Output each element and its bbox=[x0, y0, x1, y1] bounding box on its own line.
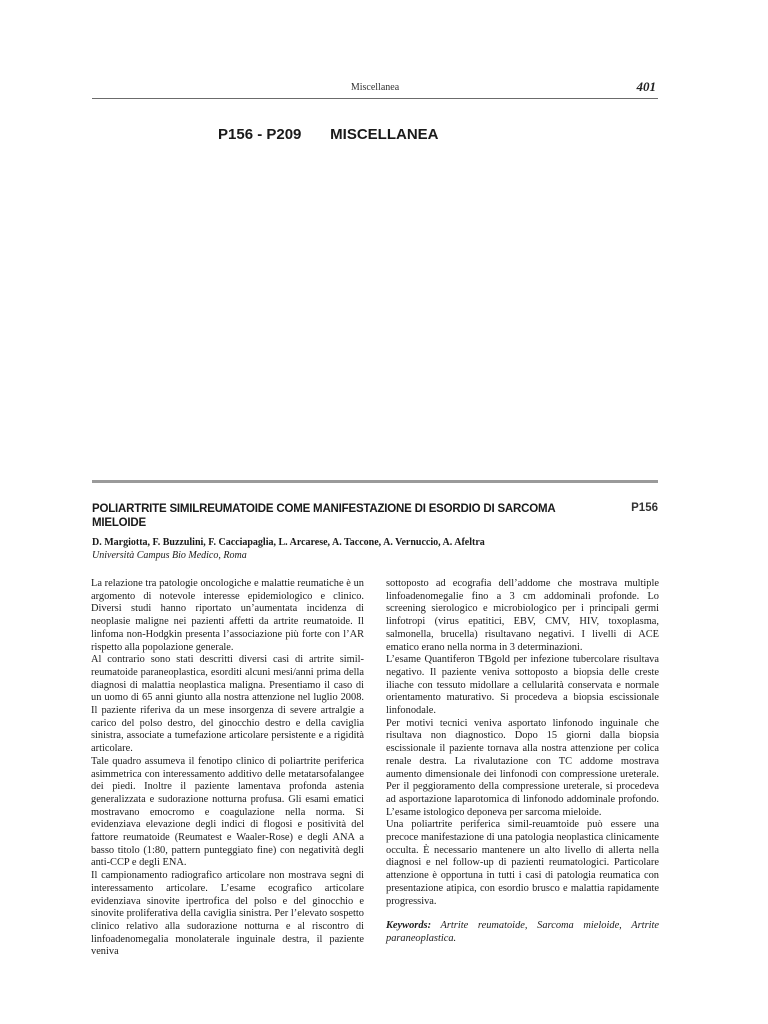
section-heading bbox=[218, 126, 439, 143]
author-list: D. Margiotta, F. Buzzulini, F. Cacciapaglia, L. Arcarese, A. Taccone, A. Vernuccio, A. Afeltra bbox=[92, 537, 485, 548]
body-paragraph: Tale quadro assumeva il fenotipo clinico di poliartrite periferica asimmetrica con interessamento additivo delle metatarsofalangee dei piedi. Inoltre il paziente lamentava profonda astenia generalizzata e sudorazione notturna profusa. Gli esami ematici mostravano emocromo e coagulazione nella norma. Si evidenziava elevazione degli indici di flogosi e positività del fattore reumatoide (Reumatest e Waaler-Rose) e degli ANA a basso titolo (1:80, pattern punteggiato fine) con negatività degli anti-CCP e degli ENA. bbox=[91, 755, 364, 869]
abstract-title: POLIARTRITE SIMILREUMATOIDE COME MANIFESTAZIONE DI ESORDIO DI SARCOMA MIELOIDE bbox=[92, 503, 556, 529]
affiliation: Università Campus Bio Medico, Roma bbox=[92, 550, 247, 561]
keywords-text: Artrite reumatoide, Sarcoma mieloide, Artrite paraneoplastica. bbox=[386, 920, 659, 944]
page-number: 401 bbox=[636, 79, 656, 94]
running-title: Miscellanea bbox=[350, 82, 400, 93]
running-header bbox=[92, 80, 658, 99]
body-paragraph: La relazione tra patologie oncologiche e malattie reumatiche è un argomento di notevole interesse epidemiologico e clinico. Diversi studi hanno riportato un’aumentata incidenza di neoplasie maligne nei pazienti affetti da artrite reumatoide. Il linfoma non-Hodgkin presenta l’associazione più forte con l’AR rispetto alla popolazione generale. bbox=[91, 578, 364, 653]
abstract-code: P156 bbox=[631, 502, 658, 514]
body-paragraph: Al contrario sono stati descritti diversi casi di artrite simil-reumatoide paraneoplastica, esorditi alcuni mesi/anni prima della diagnosi di malattia neoplastica maligna. Presentiamo il caso di un uomo di 65 anni giunto alla nostra attenzione nel luglio 2008. Il paziente riferiva da un mese insorgenza di severe artralgie a carico del polso destro, del ginocchio destro e della caviglia sinistra, associate a tumefazione articolare persistente e a rigidità articolare. bbox=[91, 654, 364, 755]
section-divider bbox=[92, 480, 658, 483]
body-paragraph: Una poliartrite periferica simil-reuamtoide può essere una precoce manifestazione di una patologia neoplastica clinicamente occulta. È necessario mantenere un alto livello di allerta nella diagnosi e nel follow-up di pazienti reumatologici. Particolare attenzione è opportuna in tutti i casi di patologia reumatica con presentazione atipica, con esordio brusco e malattia rapidamente progressiva. bbox=[386, 819, 659, 907]
body-paragraph: L’esame Quantiferon TBgold per infezione tubercolare risultava negativo. Il paziente veniva sottoposto a biopsia delle creste iliache con tessuto midollare a cellularità conservata e normale orientamento maturativo. Si procedeva a biopsia escissionale linfonodale. bbox=[386, 654, 659, 717]
section-code: P156 - P209 bbox=[218, 126, 302, 143]
body-paragraph: sottoposto ad ecografia dell’addome che mostrava multiple linfoadenomegalie fino a 3 cm addominali profonde. Lo screening sierologico e microbiologico per i principali germi linfotropi (virus epatitici, EBV, CMV, HIV, toxoplasma, salmonella, brucella) risultavano negativi. I livelli di ACE ematico erano nella norma in 3 determinazioni. bbox=[386, 578, 659, 653]
section-title: MISCELLANEA bbox=[330, 126, 439, 143]
body-column-right bbox=[386, 578, 659, 946]
body-column-left bbox=[91, 578, 364, 959]
body-paragraph: Per motivi tecnici veniva asportato linfonodo inguinale che risultava non diagnostico. Dopo 15 giorni dalla biopsia escissionale il paziente tornava alla nostra attenzione per colica renale destra. La rivalutazione con TC addome mostrava aumento dimensionale dei linfonodi con compressione ureterale. Per il peggioramento della compressione ureterale, si procedeva ad asportazione laparotomica di linfonodo addominale profondo. L’esame istologico deponeva per sarcoma mieloide. bbox=[386, 717, 659, 818]
body-paragraph: Il campionamento radiografico articolare non mostrava segni di interessamento articolare. L’esame ecografico articolare evidenziava sinovite ipertrofica del polso e del ginocchio e sinovite proliferativa della caviglia sinistra. Per l’elevato sospetto clinico relativo alla sudorazione notturna e al riscontro di linfoadenomegalia monolaterale inguinale destra, il paziente veniva bbox=[91, 870, 364, 958]
keywords bbox=[386, 920, 659, 945]
keywords-label: Keywords: bbox=[386, 920, 432, 932]
